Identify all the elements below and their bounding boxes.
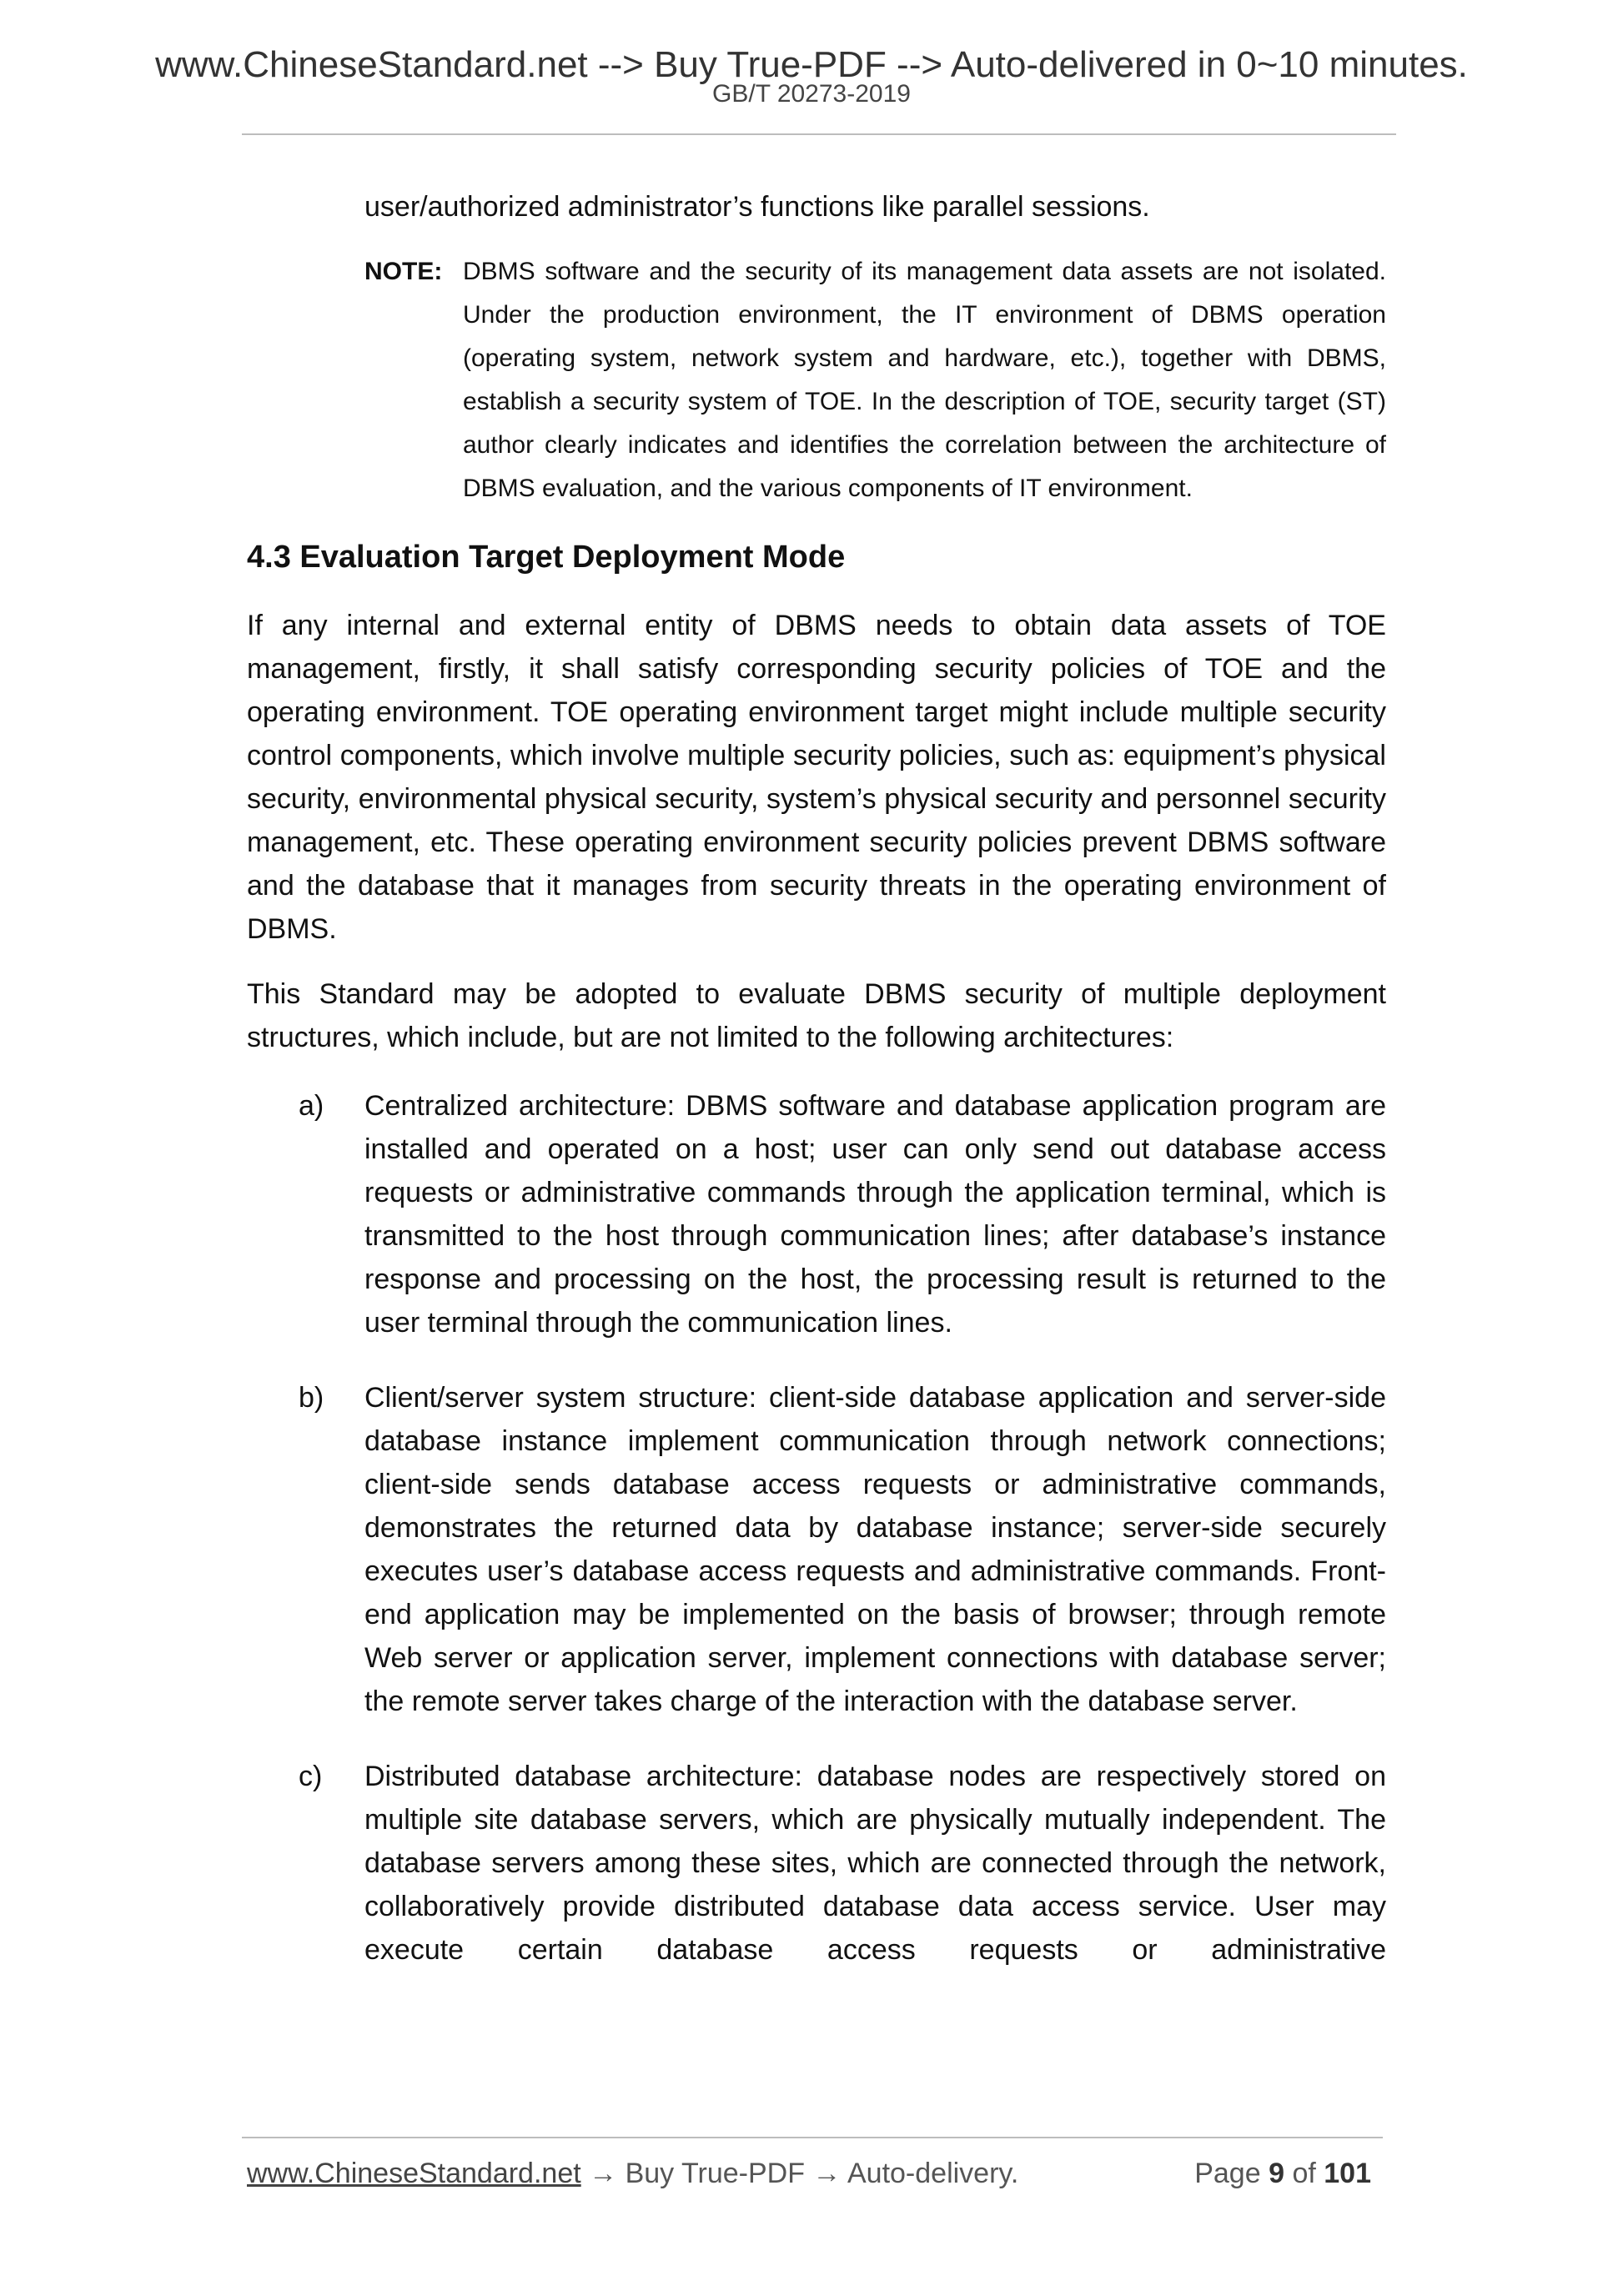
list-item-text: Distributed database architecture: database nodes are respectively stored on multiple site database servers, which are physically mutually independent. The database servers among these sites, which are connected through the network, collaboratively provide distributed database data access service. User may execute certain database access requests or administrative <box>364 1761 1386 1966</box>
footer-divider <box>242 2137 1383 2138</box>
list-marker: b) <box>299 1382 324 1414</box>
page-number: 9 <box>1269 2158 1284 2189</box>
paragraph: This Standard may be adopted to evaluate DBMS security of multiple deployment structures, which include, but are not limited to the following architectures: <box>247 978 1386 1053</box>
header-divider <box>242 133 1396 135</box>
section-heading: 4.3 Evaluation Target Deployment Mode <box>247 540 846 575</box>
page-indicator <box>1194 2155 1371 2192</box>
total-pages: 101 <box>1324 2158 1371 2189</box>
page-label: Page <box>1194 2158 1261 2189</box>
page-content <box>247 185 1386 1972</box>
note-label: NOTE: <box>364 258 443 285</box>
list-marker: c) <box>299 1761 323 1792</box>
list-item-text: Client/server system structure: client-side database application and server-side database instance implement communication through network connections; client-side sends database access requests or administrative commands, demonstrates the returned data by database instance; server-side securely executes user’s database access requests and administrative commands. Front-end application may be implemented on the basis of browser; through remote Web server or application server, implement connections with database server; the remote server takes charge of the interaction with the database server. <box>364 1382 1386 1717</box>
paragraph: If any internal and external entity of DBMS needs to obtain data assets of TOE management, firstly, it shall satisfy corresponding security policies of TOE and the operating environment. TOE operating environment target might include multiple security control components, which involve multiple security policies, such as: equipment’s physical security, environmental physical security, system’s physical security and personnel security management, etc. These operating environment security policies prevent DBMS software and the database that it manages from security threats in the operating environment of DBMS. <box>247 610 1386 945</box>
footer-left <box>247 2155 1018 2192</box>
continuation-text: user/authorized administrator’s functions like parallel sessions. <box>364 191 1150 223</box>
note-block <box>364 250 1386 510</box>
footer-delivery-text: → Buy True-PDF → Auto-delivery. <box>580 2158 1019 2189</box>
note-text: DBMS software and the security of its management data assets are not isolated. Under the production environment, the IT environment of DBMS operation (operating system, network system and hardware, etc.), together with DBMS, establish a security system of TOE. In the description of TOE, security target (ST) author clearly indicates and identifies the correlation between the architecture of DBMS evaluation, and the various components of IT environment. <box>463 258 1386 502</box>
list-item <box>299 1376 1386 1723</box>
list-item <box>299 1755 1386 1972</box>
of-label: of <box>1292 2158 1316 2189</box>
list-marker: a) <box>299 1090 324 1122</box>
list-item-text: Centralized architecture: DBMS software and database application program are installed and operated on a host; user can only send out database access requests or administrative commands through the application terminal, which is transmitted to the host through communication lines; after database’s instance response and processing on the host, the processing result is returned to the user terminal through the communication lines. <box>364 1090 1386 1339</box>
footer-site-link[interactable]: www.ChineseStandard.net <box>247 2158 581 2189</box>
standard-code: GB/T 20273-2019 <box>712 80 911 108</box>
list-item <box>299 1084 1386 1344</box>
site-banner: www.ChineseStandard.net --> Buy True-PDF --> Auto-delivered in 0~10 minutes. <box>155 44 1468 85</box>
